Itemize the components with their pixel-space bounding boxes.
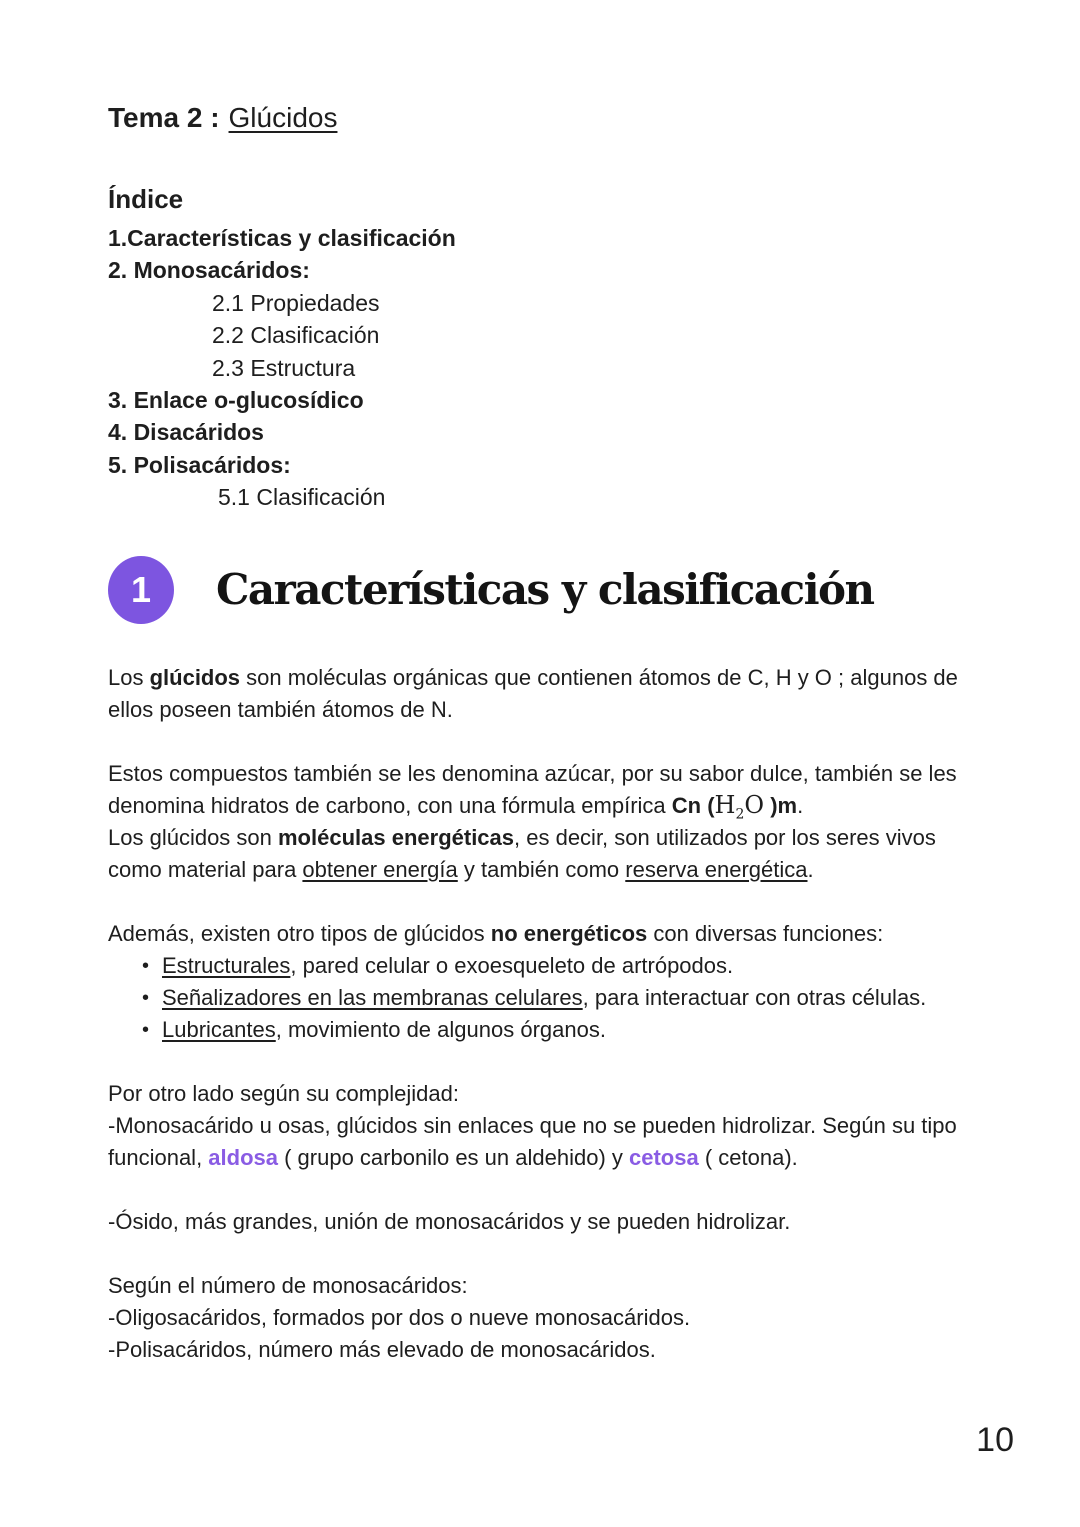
text-segment: Los	[108, 664, 150, 690]
index-item: 2.3 Estructura	[212, 354, 356, 381]
text-segment: moléculas energéticas	[278, 824, 515, 850]
text-segment: Los glúcidos son	[108, 824, 278, 850]
text-segment: glúcidos	[149, 664, 241, 690]
text-segment: 2	[735, 806, 745, 823]
text-segment: , pared celular o exoesqueleto de artrópodos.	[290, 952, 734, 978]
paragraph	[108, 1270, 974, 1366]
text-segment: , es decir, son utilizados por los seres vivos como material para	[108, 824, 936, 882]
index-item: 1.Características y clasificación	[108, 225, 456, 251]
section-title: Características y clasificación	[216, 565, 874, 615]
paragraph	[108, 758, 974, 886]
bullet-icon: •	[142, 954, 150, 977]
bullet-icon: •	[142, 1018, 150, 1041]
title-prefix: Tema 2 :	[108, 102, 220, 133]
text-segment: Según el número de monosacáridos:	[108, 1272, 468, 1298]
text-segment: obtener energía	[302, 856, 458, 882]
index-heading: Índice	[108, 184, 184, 214]
text-segment: , movimiento de algunos órganos.	[275, 1016, 606, 1042]
section-number: 1	[130, 568, 152, 610]
text-segment: , para interactuar con otras células.	[582, 984, 927, 1010]
index-item: 3. Enlace o-glucosídico	[108, 387, 364, 414]
text-segment: Estos compuestos también se les denomina azúcar, por su sabor dulce, también se les denomina hidratos de carbono, con una fórmula empírica	[108, 760, 957, 818]
page-content	[108, 100, 974, 1398]
page-title	[108, 100, 974, 136]
bullet-text	[162, 950, 974, 982]
paragraph	[108, 662, 974, 726]
text-segment: Cn (	[671, 792, 715, 818]
index-item: 2. Monosacáridos:	[108, 257, 310, 284]
index-item: 5.1 Clasificación	[218, 484, 386, 511]
text-segment: )m	[764, 792, 798, 818]
text-segment: -Ósido, más grandes, unión de monosacáridos y se pueden hidrolizar.	[108, 1208, 791, 1234]
index-item: 2.1 Propiedades	[212, 289, 380, 316]
text-segment: -Oligosacáridos, formados por dos o nueve monosacáridos.	[108, 1304, 691, 1330]
text-segment: Estructurales	[162, 952, 291, 978]
page-number: 10	[976, 1421, 1014, 1459]
title-subject: Glúcidos	[228, 102, 338, 133]
section-number-badge	[108, 556, 174, 624]
bullet-item	[108, 982, 974, 1014]
bullet-text	[162, 982, 974, 1014]
text-segment: ( cetona).	[698, 1144, 798, 1170]
text-segment: son moléculas orgánicas que contienen átomos de C, H y O ; algunos de ellos poseen también átomos de N.	[108, 664, 958, 722]
text-segment: no energéticos	[490, 920, 648, 946]
text-segment: y también como	[457, 856, 626, 882]
text-segment: Lubricantes	[162, 1016, 276, 1042]
text-segment: Por otro lado según su complejidad:	[108, 1080, 459, 1106]
body-content	[108, 662, 974, 1366]
paragraph	[108, 1078, 974, 1174]
index-item: 2.2 Clasificación	[212, 322, 380, 349]
text-segment: con diversas funciones:	[647, 920, 884, 946]
text-segment: -Monosacárido u osas, glúcidos sin enlaces que no se pueden hidrolizar. Según su tipo funcional,	[108, 1112, 957, 1170]
text-segment: O	[744, 790, 765, 819]
bullet-list	[108, 950, 974, 1046]
bullet-icon: •	[142, 986, 150, 1009]
index-item: 5. Polisacáridos:	[108, 451, 291, 478]
text-segment: aldosa	[208, 1144, 278, 1170]
text-segment: reserva energética	[625, 856, 808, 882]
text-segment: -Polisacáridos, número más elevado de monosacáridos.	[108, 1336, 656, 1362]
bullet-text	[162, 1014, 974, 1046]
text-segment: .	[797, 792, 804, 818]
bullet-item	[108, 1014, 974, 1046]
text-segment: ( grupo carbonilo es un aldehido) y	[278, 1144, 629, 1170]
text-segment: Señalizadores en las membranas celulares	[162, 984, 583, 1010]
text-segment: .	[807, 856, 814, 882]
text-segment: H	[714, 790, 736, 819]
text-segment: Además, existen otro tipos de glúcidos	[108, 920, 491, 946]
index-item: 4. Disacáridos	[108, 419, 264, 446]
bullet-item	[108, 950, 974, 982]
index-list	[108, 222, 974, 514]
paragraph	[108, 918, 974, 950]
section-header	[108, 556, 974, 624]
text-segment: cetosa	[629, 1144, 699, 1170]
paragraph	[108, 1206, 974, 1238]
